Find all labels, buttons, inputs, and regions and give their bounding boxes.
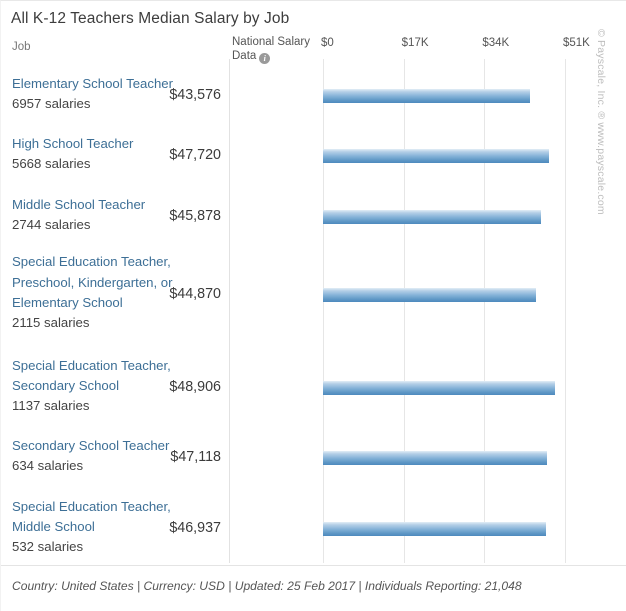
- bar[interactable]: [323, 381, 555, 395]
- row-median-salary: $48,906: [169, 379, 221, 395]
- x-axis-tick-label: $0: [321, 37, 334, 49]
- row-job-title-line: Special Education Teacher,: [12, 498, 171, 514]
- chart-plot-area: [321, 37, 590, 563]
- x-axis-tick-label: $17K: [401, 37, 429, 49]
- row-median-salary: $46,937: [169, 520, 221, 536]
- bar[interactable]: [323, 522, 546, 536]
- row-sample-size: 2115 salaries: [12, 315, 90, 331]
- row-sample-size: 5668 salaries: [12, 155, 91, 171]
- column-header-job: Job: [12, 41, 31, 53]
- x-axis-tick-label: $34K: [482, 37, 510, 49]
- row-median-salary: $43,576: [169, 87, 221, 103]
- row-job-title-line: Middle School: [12, 518, 95, 534]
- footer-divider: [1, 565, 626, 566]
- bar[interactable]: [323, 149, 549, 163]
- row-job-title-line: Special Education Teacher,: [12, 254, 171, 270]
- row-job-title-line: Special Education Teacher,: [12, 357, 171, 373]
- payscale-watermark: © Payscale, Inc. ® www.payscale.com: [595, 29, 607, 215]
- column-header-line2: Data: [232, 50, 257, 62]
- x-axis-tick-label: $51K: [563, 37, 590, 49]
- row-sample-size: 532 salaries: [12, 539, 84, 555]
- row-sample-size: 1137 salaries: [12, 398, 90, 414]
- bar[interactable]: [323, 210, 541, 224]
- row-job-title-line: Secondary School Teacher: [12, 437, 170, 453]
- row-job-title-line: Middle School Teacher: [12, 196, 146, 212]
- row-job-title-line: Elementary School Teacher: [12, 75, 174, 91]
- chart-title: All K-12 Teachers Median Salary by Job: [11, 10, 290, 27]
- gridline: [565, 59, 566, 563]
- row-median-salary: $44,870: [169, 286, 221, 302]
- row-median-salary: $47,118: [170, 449, 221, 465]
- row-sample-size: 634 salaries: [12, 457, 84, 473]
- column-divider: [229, 59, 230, 563]
- row-sample-size: 6957 salaries: [12, 95, 91, 111]
- footer-meta: Country: United States | Currency: USD | Updated: 25 Feb 2017 | Individuals Reporting: 21,048: [12, 579, 522, 593]
- bar[interactable]: [323, 451, 547, 465]
- bar[interactable]: [323, 288, 536, 302]
- gridline: [484, 59, 485, 563]
- row-job-title-line: High School Teacher: [12, 135, 134, 151]
- row-median-salary: $45,878: [169, 208, 221, 224]
- row-job-title-line: Secondary School: [12, 377, 120, 393]
- row-sample-size: 2744 salaries: [12, 216, 91, 232]
- bar[interactable]: [323, 89, 530, 103]
- gridline: [404, 59, 405, 563]
- row-job-title-line: Preschool, Kindergarten, or: [12, 274, 173, 290]
- info-icon[interactable]: i: [259, 53, 270, 64]
- gridline: [323, 59, 324, 563]
- row-median-salary: $47,720: [169, 147, 221, 163]
- column-header-line1: National Salary: [232, 36, 310, 48]
- row-job-title-line: Elementary School: [12, 294, 123, 310]
- column-header-national-salary-data: [232, 35, 322, 64]
